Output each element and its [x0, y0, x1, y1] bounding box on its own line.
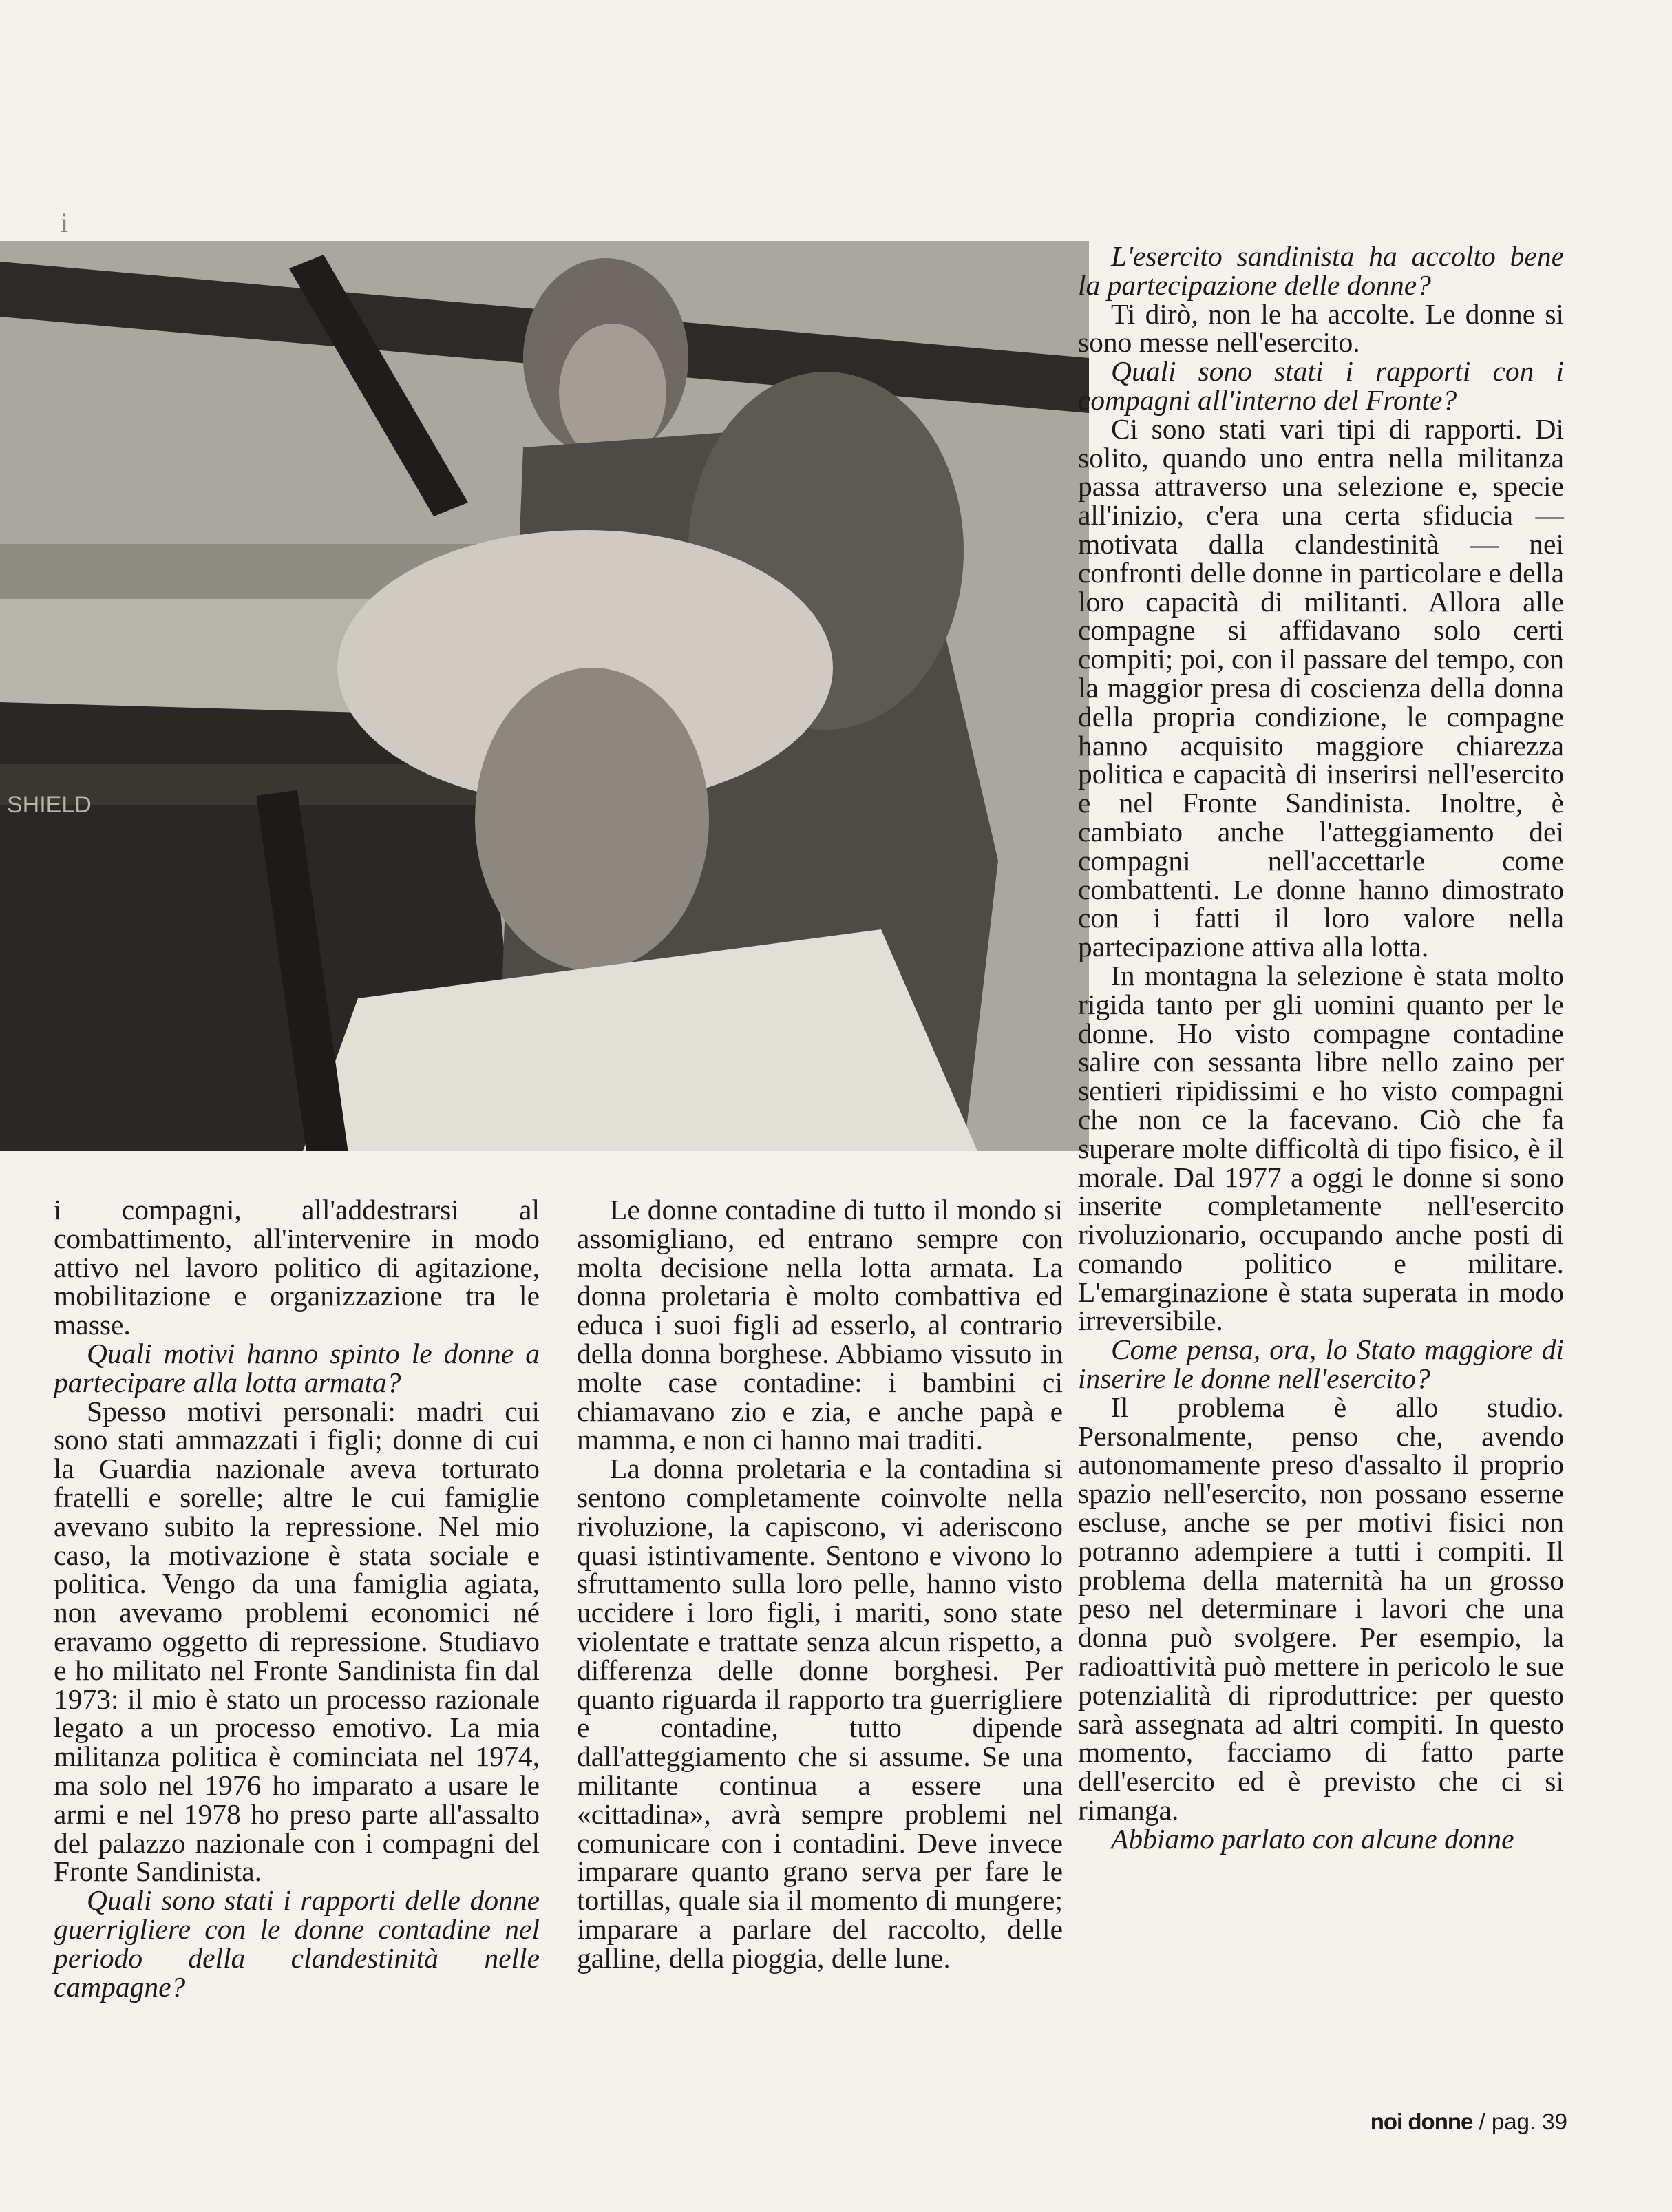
paragraph: In montagna la selezione è stata molto rigida tanto per gli uomini quanto per le donne. Ho visto compagne contadine salire con sessanta libre nello zaino per sentieri ripidissimi e ho visto compagni che non ce la facevano. Ciò che fa superare molte difficoltà di tipo fisico, è il morale. Dal 1977 a oggi le donne si sono inserite completamente nell'esercito rivoluzionario, occupando anche posti di comando politico e militare. L'emarginazione è stata superata in modo irreversibile.	[1078, 959, 1564, 1337]
article-photo	[0, 241, 1089, 1151]
paragraph: Come pensa, ora, lo Stato maggiore di inserire le donne nell'esercito?	[1078, 1334, 1564, 1395]
magazine-brand: noi donne	[1370, 2109, 1473, 2134]
column-right	[1078, 242, 1564, 1854]
footer-separator: /	[1479, 2109, 1485, 2134]
paragraph: Le donne contadine di tutto il mondo si assomigliano, ed entrano sempre con molta decisione nella lotta armata. La donna proletaria è molto combattiva ed educa i suoi figli ad esserlo, al contrario della donna borghese. Abbiamo vissuto in molte case contadine: i bambini ci chiamavano zio e zia, e anche papà e mamma, e non ci hanno mai traditi.	[577, 1194, 1063, 1456]
column-middle	[577, 1196, 1063, 1973]
paragraph: Spesso motivi personali: madri cui sono stati ammazzati i figli; donne di cui la Guardia nazionale aveva torturato fratelli e sorelle; altre le cui famiglie avevano subito la repressione. Nel mio caso, la motivazione è stata sociale e politica. Vengo da una famiglia agiata, non avevamo problemi economici né eravamo oggetto di repressione. Studiavo e ho militato nel Fronte Sandinista fin dal 1973: il mio è stato un processo razionale legato a un processo emotivo. La mia militanza politica è cominciata nel 1974, ma solo nel 1976 ho imparato a usare le armi e nel 1978 ho preso parte all'assalto del palazzo nazionale con i compagni del Fronte Sandinista.	[54, 1395, 540, 1888]
dashboard-label: SHIELD	[7, 792, 92, 818]
paragraph: i compagni, all'addestrarsi al combattimento, all'intervenire in modo attivo nel lavoro politico di agitazione, mobilitazione e organizzazione tra le masse.	[54, 1194, 540, 1341]
page-footer	[1371, 2109, 1567, 2135]
paragraph: Quali motivi hanno spinto le donne a partecipare alla lotta armata?	[54, 1337, 540, 1398]
paragraph: Ti dirò, non le ha accolte. Le donne si sono messe nell'esercito.	[1078, 297, 1564, 359]
paragraph: L'esercito sandinista ha accolto bene la partecipazione delle donne?	[1078, 240, 1564, 301]
photo-illustration	[0, 241, 1089, 1151]
margin-mark: i	[61, 207, 69, 238]
column-left	[54, 1196, 540, 2001]
paragraph: Quali sono stati i rapporti delle donne guerrigliere con le donne contadine nel periodo della clandestinità nelle campagne?	[54, 1884, 540, 2003]
paragraph: Abbiamo parlato con alcune donne	[1111, 1822, 1514, 1855]
paragraph: La donna proletaria e la contadina si sentono completamente coinvolte nella rivoluzione, la capiscono, vi aderiscono quasi istintivamente. Sentono e vivono lo sfruttamento sulla loro pelle, hanno visto uccidere i loro figli, i mariti, sono state violentate e trattate senza alcun rispetto, a differenza delle donne borghesi. Per quanto riguarda il rapporto tra guerrigliere e contadine, tutto dipende dall'atteggiamento che si assume. Se una militante continua a essere una «cittadina», avrà sempre problemi nel comunicare con i contadini. Deve invece imparare quanto grano serva per fare le tortillas, quale sia il momento di mungere; imparare a parlare del raccolto, delle galline, della pioggia, delle lune.	[577, 1453, 1063, 1974]
paragraph: Ci sono stati vari tipi di rapporti. Di solito, quando uno entra nella militanza passa attraverso una selezione e, specie all'inizio, c'era una certa sfiducia — motivata dalla clandestinità — nei confronti delle donne in particolare e della loro capacità di militanti. Allora alle compagne si affidavano solo certi compiti; poi, con il passare del tempo, con la maggior presa di coscienza della donna della propria condizione, le compagne hanno acquisito maggiore chiarezza politica e capacità di inserirsi nell'esercito e nel Fronte Sandinista. Inoltre, è cambiato anche l'atteggiamento dei compagni nell'accettarle come combattenti. Le donne hanno dimostrato con i fatti il loro valore nella partecipazione attiva alla lotta.	[1078, 412, 1564, 963]
page-number: pag. 39	[1491, 2109, 1567, 2134]
paragraph: Quali sono stati i rapporti con i compagni all'interno del Fronte?	[1078, 355, 1564, 416]
paragraph: Il problema è allo studio. Personalmente, penso che, avendo autonomamente preso d'assalto il proprio spazio nell'esercito, non possano esserne escluse, anche se per motivi fisici non potranno adempiere a tutti i compiti. Il problema della maternità ha un grosso peso nel determinare i lavori che una donna può svolgere. Per esempio, la radioattività può mettere in pericolo le sue potenzialità di riproduttrice: per questo sarà assegnata ad altri compiti. In questo momento, facciamo di fatto parte dell'esercito ed è previsto che ci si rimanga.	[1078, 1391, 1564, 1826]
